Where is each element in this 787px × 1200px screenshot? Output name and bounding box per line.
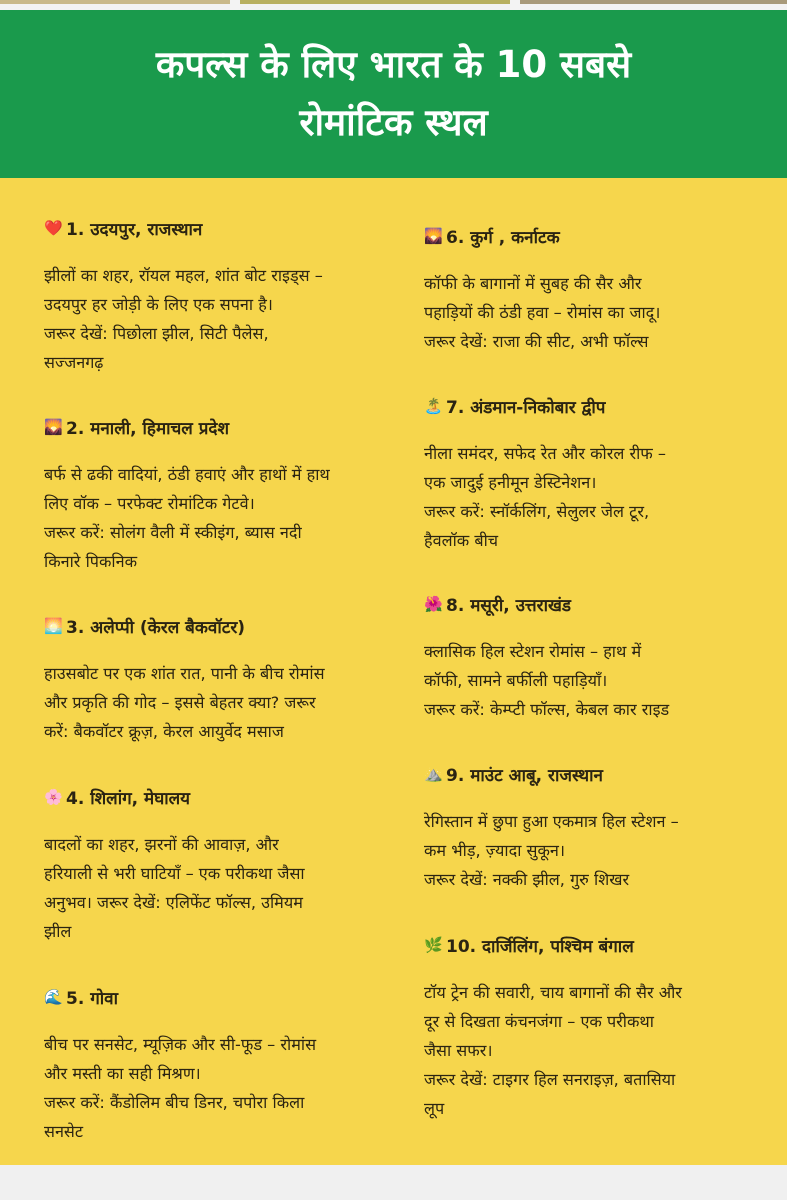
mountain-icon: ⛰️ [424,765,443,783]
description-line: हाउसबोट पर एक शांत रात, पानी के बीच रोमांस [44,664,325,683]
description-line: जरूर देखें: राजा की सीट, अभी फॉल्स [424,332,649,351]
description-line: नीला समंदर, सफेद रेत और कोरल रीफ – [424,444,667,463]
description-line: जरूर करें: कैंडोलिम बीच डिनर, चपोरा किला [44,1093,305,1112]
description-line: हैवलॉक बीच [424,531,499,550]
destination-item [424,758,784,894]
description-line: एक जादुई हनीमून डेस्टिनेशन। [424,473,597,492]
destination-item [44,981,404,1146]
destination-heading [44,781,404,813]
description-line: जरूर देखें: पिछोला झील, सिटी पैलेस, [44,324,269,343]
description-line: जरूर देखें: नक्की झील, गुरु शिखर [424,870,630,889]
destination-title: 2. मनाली, हिमाचल प्रदेश [66,418,230,439]
destination-description [424,978,784,1123]
destinations-panel [0,178,787,1165]
destination-title: 10. दार्जिलिंग, पश्चिम बंगाल [446,936,634,957]
top-image-strip [0,0,787,10]
description-line: हरियाली से भरी घाटियाँ – एक परीकथा जैसा [44,864,305,883]
island-icon: 🏝️ [424,397,443,415]
destination-description [424,637,784,724]
description-line: और प्रकृति की गोद – इससे बेहतर क्या? जरूर [44,693,316,712]
mountain-sunrise-icon: 🌄 [44,418,63,436]
description-line: सनसेट [44,1122,84,1141]
destination-item [44,212,404,377]
description-line: बादलों का शहर, झरनों की आवाज़, और [44,835,279,854]
destination-title: 5. गोवा [66,988,119,1009]
description-line: जैसा सफर। [424,1041,493,1060]
destination-title: 4. शिलांग, मेघालय [66,788,191,809]
description-line: रेगिस्तान में छुपा हुआ एकमात्र हिल स्टेशन – [424,812,679,831]
description-line: जरूर करें: केम्प्टी फॉल्स, केबल कार राइड [424,700,670,719]
destination-description [44,830,404,946]
description-line: झील [44,922,72,941]
description-line: दूर से दिखता कंचनजंगा – एक परीकथा [424,1012,654,1031]
description-line: करें: बैकवॉटर क्रूज़, केरल आयुर्वेद मसाज [44,722,284,741]
bottom-margin [0,1165,787,1200]
destination-item [424,220,784,356]
title-banner [0,10,787,178]
destination-description [44,460,404,576]
description-line: झीलों का शहर, रॉयल महल, शांत बोट राइड्स – [44,266,323,285]
destination-title: 6. कुर्ग , कर्नाटक [446,227,560,248]
description-line: कॉफी के बागानों में सुबह की सैर और [424,274,642,293]
description-line: कॉफी, सामने बर्फीली पहाड़ियाँ। [424,671,608,690]
page-title-line-1: कपल्स के लिए भारत के 10 सबसे [155,43,632,86]
description-line: जरूर देखें: टाइगर हिल सनराइज़, बतासिया [424,1070,676,1089]
description-line: बीच पर सनसेट, म्यूज़िक और सी-फूड – रोमांस [44,1035,317,1054]
thumbnail-strip-left [0,0,230,4]
destination-item [44,781,404,946]
page-title-line-2: रोमांटिक स्थल [299,101,488,144]
destination-description [424,269,784,356]
thumbnail-strip-middle [240,0,510,4]
destination-title: 3. अलेप्पी (केरल बैकवॉटर) [66,617,246,638]
destination-title: 9. माउंट आबू, राजस्थान [446,765,603,786]
blossom-icon: 🌺 [424,595,443,613]
mountain-sunrise-icon: 🌄 [424,227,443,245]
description-line: उदयपुर हर जोड़ी के लिए एक सपना है। [44,295,273,314]
destination-title: 1. उदयपुर, राजस्थान [66,219,203,240]
destination-item [424,588,784,724]
destination-heading [424,758,784,790]
destination-heading [424,220,784,252]
thumbnail-strip-right [520,0,787,4]
wave-icon: 🌊 [44,988,63,1006]
flower-icon: 🌸 [44,788,63,806]
description-line: लूप [424,1099,445,1118]
destination-title: 8. मसूरी, उत्तराखंड [446,595,572,616]
description-line: कम भीड़, ज़्यादा सुकून। [424,841,566,860]
destination-heading [424,929,784,961]
description-line: पहाड़ियों की ठंडी हवा – रोमांस का जादू। [424,303,661,322]
destination-heading [44,610,404,642]
destination-heading [44,981,404,1013]
description-line: क्लासिक हिल स्टेशन रोमांस – हाथ में [424,642,642,661]
description-line: बर्फ से ढकी वादियां, ठंडी हवाएं और हाथों में हाथ [44,465,330,484]
description-line: किनारे पिकनिक [44,552,137,571]
destination-description [44,1030,404,1146]
description-line: सज्जनगढ़ [44,353,104,372]
destination-description [44,261,404,377]
destination-item [424,390,784,555]
description-line: टॉय ट्रेन की सवारी, चाय बागानों की सैर और [424,983,682,1002]
destination-description [44,659,404,746]
heart-icon: ❤️ [44,219,63,237]
sunset-water-icon: 🌅 [44,617,63,635]
tea-leaf-icon: 🌿 [424,936,443,954]
description-line: लिए वॉक – परफेक्ट रोमांटिक गेटवे। [44,494,255,513]
destination-item [44,610,404,746]
destination-heading [424,390,784,422]
destination-item [44,411,404,576]
description-line: जरूर करें: सोलंग वैली में स्कीइंग, ब्यास नदी [44,523,302,542]
destination-title: 7. अंडमान-निकोबार द्वीप [446,397,606,418]
destination-item [424,929,784,1123]
description-line: अनुभव। जरूर देखें: एलिफेंट फॉल्स, उमियम [44,893,303,912]
destination-heading [44,212,404,244]
destination-heading [44,411,404,443]
destination-heading [424,588,784,620]
description-line: और मस्ती का सही मिश्रण। [44,1064,201,1083]
destination-description [424,439,784,555]
destination-description [424,807,784,894]
description-line: जरूर करें: स्नॉर्कलिंग, सेलुलर जेल टूर, [424,502,650,521]
